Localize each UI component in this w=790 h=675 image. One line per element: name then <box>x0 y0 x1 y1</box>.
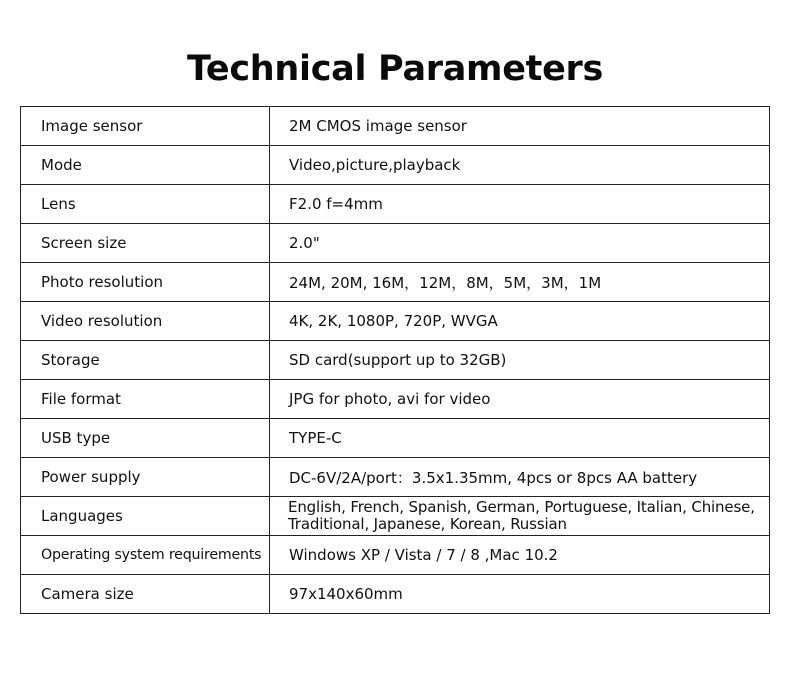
table-row <box>21 107 770 146</box>
param-label: Screen size <box>21 224 270 263</box>
param-value: 4K, 2K, 1080P, 720P, WVGA <box>270 302 770 341</box>
param-label: Video resolution <box>21 302 270 341</box>
table-row <box>21 146 770 185</box>
param-value: DC-6V/2A/port：3.5x1.35mm, 4pcs or 8pcs AA battery <box>270 458 770 497</box>
parameters-table <box>20 106 770 614</box>
param-value: SD card(support up to 32GB) <box>270 341 770 380</box>
param-value: 2.0" <box>270 224 770 263</box>
param-label: Languages <box>21 497 270 536</box>
param-value: Windows XP / Vista / 7 / 8 ,Mac 10.2 <box>270 536 770 575</box>
table-row <box>21 497 770 536</box>
param-value: Video,picture,playback <box>270 146 770 185</box>
table-row <box>21 536 770 575</box>
table-row <box>21 380 770 419</box>
param-value: English, French, Spanish, German, Portuguese, Italian, Chinese, Traditional, Japanese, Korean, Russian <box>270 497 770 536</box>
table-row <box>21 458 770 497</box>
param-value: F2.0 f=4mm <box>270 185 770 224</box>
param-value: JPG for photo, avi for video <box>270 380 770 419</box>
param-value: TYPE-C <box>270 419 770 458</box>
page-title: Technical Parameters <box>186 49 604 89</box>
param-label: Photo resolution <box>21 263 270 302</box>
param-label: Storage <box>21 341 270 380</box>
table-row <box>21 302 770 341</box>
table-row <box>21 263 770 302</box>
param-value: 97x140x60mm <box>270 575 770 614</box>
param-value: 2M CMOS image sensor <box>270 107 770 146</box>
table-row <box>21 419 770 458</box>
table-row <box>21 224 770 263</box>
param-label: Camera size <box>21 575 270 614</box>
table-row <box>21 185 770 224</box>
param-label: File format <box>21 380 270 419</box>
param-label: Image sensor <box>21 107 270 146</box>
table-row <box>21 341 770 380</box>
table-row <box>21 575 770 614</box>
param-label: Operating system requirements <box>21 536 270 575</box>
param-label: Mode <box>21 146 270 185</box>
param-label: Power supply <box>21 458 270 497</box>
param-label: USB type <box>21 419 270 458</box>
param-value: 24M, 20M, 16M，12M，8M，5M，3M，1M <box>270 263 770 302</box>
param-label: Lens <box>21 185 270 224</box>
